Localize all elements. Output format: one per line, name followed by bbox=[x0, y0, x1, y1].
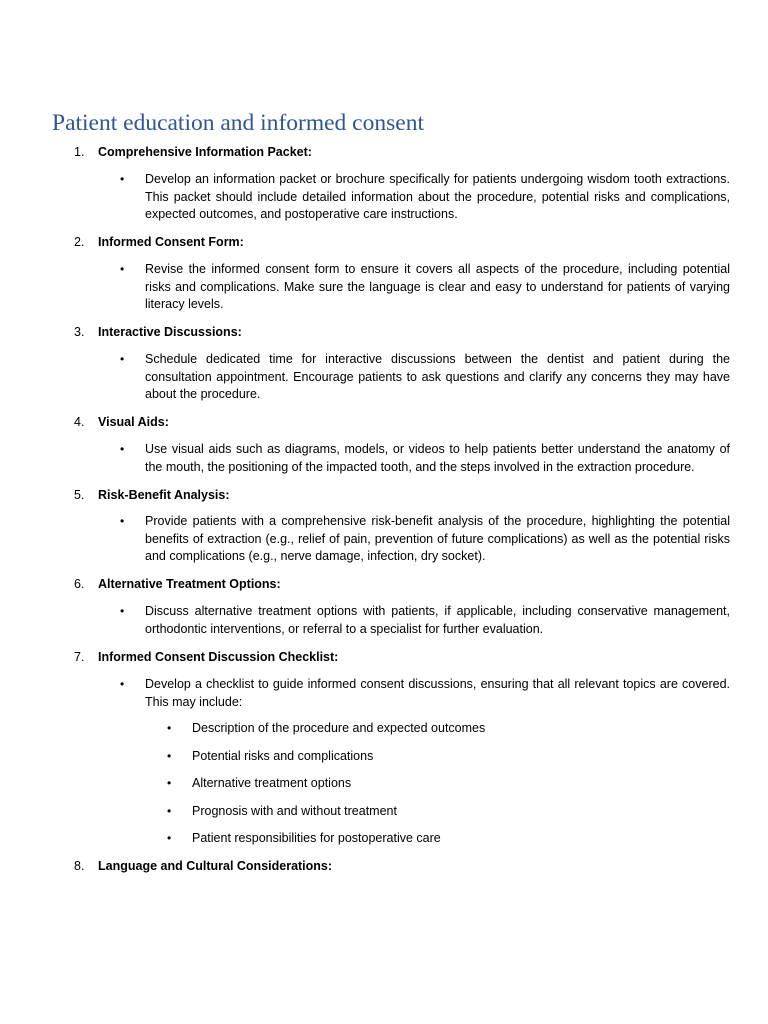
list-item-label: Visual Aids: bbox=[98, 415, 169, 429]
list-item-label: Comprehensive Information Packet: bbox=[98, 145, 312, 159]
sub-bullet-text: Patient responsibilities for postoperative care bbox=[192, 831, 441, 845]
list-item-number: 2. bbox=[74, 235, 85, 249]
bullet-icon: • bbox=[167, 804, 172, 818]
list-bullet bbox=[120, 513, 730, 566]
bullet-icon: • bbox=[120, 262, 125, 276]
list-item-heading bbox=[74, 323, 734, 341]
list-item-number: 1. bbox=[74, 145, 85, 159]
list-item-label: Risk-Benefit Analysis: bbox=[98, 488, 230, 502]
bullet-text: Discuss alternative treatment options with patients, if applicable, including conservative management, orthodontic interventions, or referral to a specialist for further evaluation. bbox=[145, 604, 730, 636]
page-title: Patient education and informed consent bbox=[52, 110, 424, 136]
sub-bullet-text: Alternative treatment options bbox=[192, 776, 352, 790]
bullet-text: Use visual aids such as diagrams, models, or videos to help patients better understand the anatomy of the mouth, the positioning of the impacted tooth, and the steps involved in the extraction procedure. bbox=[145, 442, 730, 474]
list-item-label: Language and Cultural Considerations: bbox=[98, 859, 333, 873]
list-item-label: Informed Consent Form: bbox=[98, 235, 244, 249]
bullet-text: Revise the informed consent form to ensure it covers all aspects of the procedure, including potential risks and complications. Make sure the language is clear and easy to understand for patients of varying literacy levels. bbox=[145, 262, 730, 312]
list-bullet bbox=[120, 351, 730, 404]
list-item-number: 7. bbox=[74, 650, 85, 664]
bullet-icon: • bbox=[167, 776, 172, 790]
list-bullet bbox=[120, 676, 730, 711]
list-item-heading bbox=[74, 143, 734, 161]
list-item-heading bbox=[74, 648, 734, 666]
list-item-number: 6. bbox=[74, 577, 85, 591]
list-item-number: 4. bbox=[74, 415, 85, 429]
list-item-number: 8. bbox=[74, 859, 85, 873]
list-item-heading bbox=[74, 486, 734, 504]
list-item-heading bbox=[74, 413, 734, 431]
list-item-number: 3. bbox=[74, 325, 85, 339]
sub-bullet-text: Prognosis with and without treatment bbox=[192, 804, 397, 818]
bullet-icon: • bbox=[120, 514, 125, 528]
bullet-text: Provide patients with a comprehensive risk-benefit analysis of the procedure, highlighting the potential benefits of extraction (e.g., relief of pain, prevention of future complications) as well as the potential risks and complications (e.g., nerve damage, infection, dry socket). bbox=[145, 514, 730, 564]
list-item-label: Interactive Discussions: bbox=[98, 325, 242, 339]
list-item-label: Informed Consent Discussion Checklist: bbox=[98, 650, 339, 664]
bullet-text: Develop an information packet or brochure specifically for patients undergoing wisdom tooth extractions. This packet should include detailed information about the procedure, potential risks and complications, expected outcomes, and postoperative care instructions. bbox=[145, 172, 730, 222]
bullet-icon: • bbox=[167, 831, 172, 845]
sub-list-bullet bbox=[167, 748, 730, 766]
bullet-icon: • bbox=[120, 172, 125, 186]
sub-list-bullet bbox=[167, 830, 730, 848]
bullet-icon: • bbox=[120, 442, 125, 456]
sub-list-bullet bbox=[167, 803, 730, 821]
list-bullet bbox=[120, 261, 730, 314]
list-item-label: Alternative Treatment Options: bbox=[98, 577, 281, 591]
bullet-icon: • bbox=[120, 352, 125, 366]
list-item-heading bbox=[74, 233, 734, 251]
sub-bullet-text: Description of the procedure and expected outcomes bbox=[192, 721, 486, 735]
bullet-icon: • bbox=[120, 677, 125, 691]
bullet-icon: • bbox=[167, 749, 172, 763]
bullet-text: Schedule dedicated time for interactive discussions between the dentist and patient during the consultation appointment. Encourage patients to ask questions and clarify any concerns they may have about the procedure. bbox=[145, 352, 730, 402]
list-item-heading bbox=[74, 575, 734, 593]
bullet-icon: • bbox=[120, 604, 125, 618]
list-bullet bbox=[120, 171, 730, 224]
list-bullet bbox=[120, 441, 730, 476]
list-bullet bbox=[120, 603, 730, 638]
sub-list-bullet bbox=[167, 775, 730, 793]
list-item-number: 5. bbox=[74, 488, 85, 502]
bullet-text: Develop a checklist to guide informed consent discussions, ensuring that all relevant topics are covered. This may include: bbox=[145, 677, 730, 709]
sub-list-bullet bbox=[167, 720, 730, 738]
sub-bullet-text: Potential risks and complications bbox=[192, 749, 374, 763]
bullet-icon: • bbox=[167, 721, 172, 735]
list-item-heading bbox=[74, 857, 734, 875]
